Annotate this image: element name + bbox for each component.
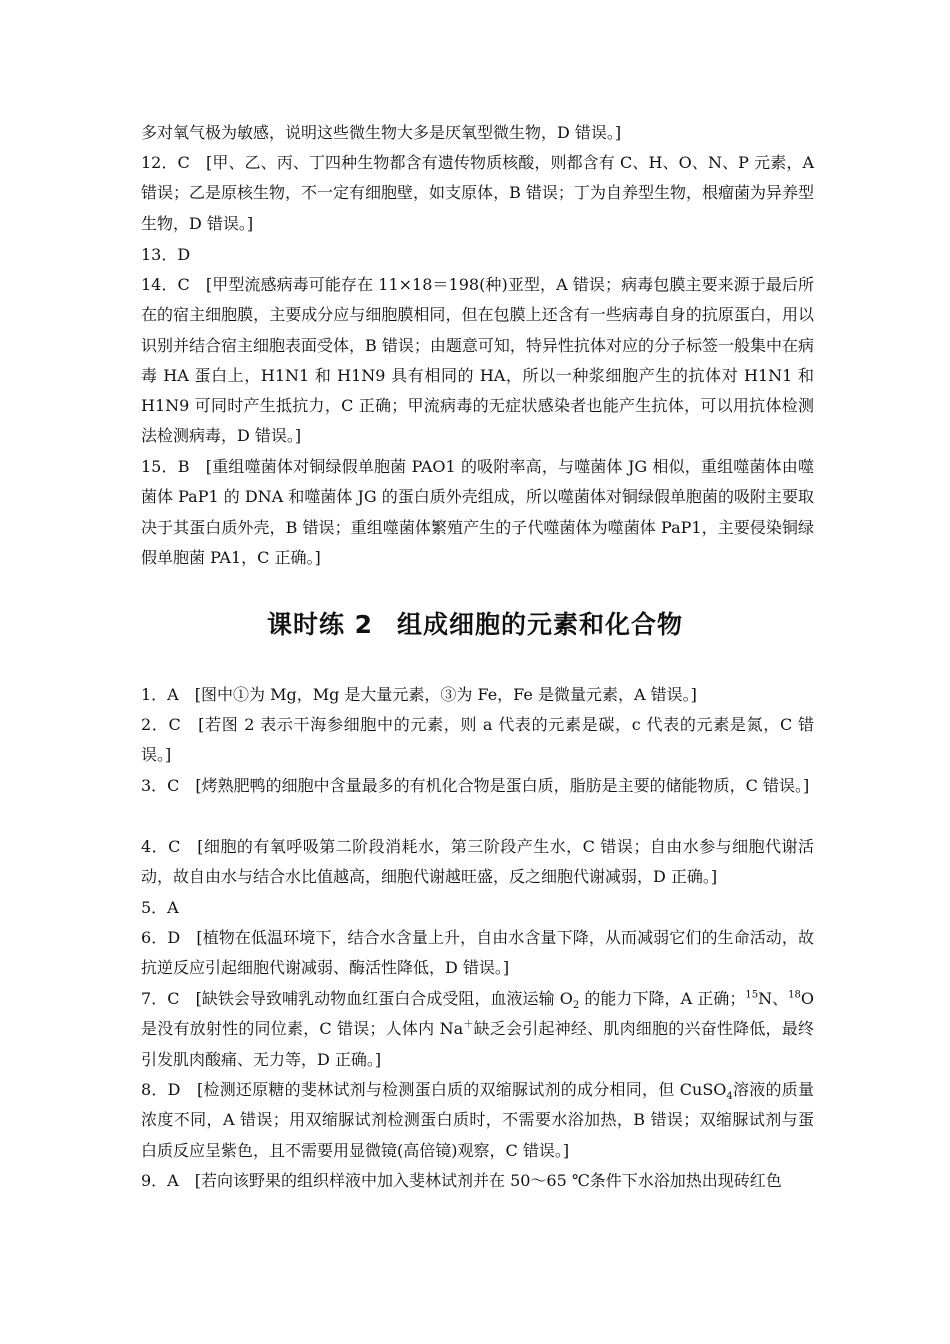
answer-13: 13．D (141, 245, 191, 264)
superscript: ＋ (463, 1019, 474, 1031)
answer-1: 1．A [图中①为 Mg，Mg 是大量元素，③为 Fe，Fe 是微量元素，A 错误。] (141, 685, 697, 704)
section-title: 组成细胞的元素和化合物 (397, 610, 684, 639)
answer-7-text: 的能力下降，A 正确； (579, 989, 746, 1008)
answer-2: 2．C [若图 2 表示干海参细胞中的元素，则 a 代表的元素是碳，c 代表的元素是氮，C 错误。] (141, 715, 814, 765)
subscript: 4 (726, 1091, 733, 1103)
section-heading (0, 607, 950, 643)
answer-4: 4．C [细胞的有氧呼吸第二阶段消耗水，第三阶段产生水，C 错误；自由水参与细胞代谢活动，故自由水与结合水比值越高，细胞代谢越旺盛，反之细胞代谢减弱，D 正确。] (141, 837, 814, 887)
superscript: 18 (788, 989, 801, 1001)
answer-12: 12．C [甲、乙、丙、丁四种生物都含有遗传物质核酸，则都含有 C、H、O、N、P 元素，A 错误；乙是原核生物，不一定有细胞壁，如支原体，B 错误；丁为自养型生物，根瘤菌为异养型生物，D 错误。] (141, 153, 814, 233)
answer-14: 14．C [甲型流感病毒可能存在 11×18＝198(种)亚型，A 错误；病毒包膜主要来源于最后所在的宿主细胞膜，主要成分应与细胞膜相同，但在包膜上还含有一些病毒自身的抗原蛋白，用以识别并结合宿主细胞表面受体，B 错误；由题意可知，特异性抗体对应的分子标签一般集中在病毒 HA 蛋白上，H1N1 和 H1N9 具有相同的 HA，所以一种浆细胞产生的抗体对 H1N1 和 H1N9 可同时产生抵抗力，C 正确；甲流病毒的无症状感染者也能产生抗体，可以用抗体检测法检测病毒，D 错误。] (141, 275, 814, 446)
answer-9: 9．A [若向该野果的组织样液中加入斐林试剂并在 50～65 ℃条件下水浴加热出现砖红色 (141, 1171, 782, 1190)
answer-8-text: 8．D [检测还原糖的斐林试剂与检测蛋白质的双缩脲试剂的成分相同，但 CuSO (141, 1080, 727, 1099)
answer-5: 5．A (141, 898, 179, 917)
answer-7 (141, 984, 814, 1075)
answer-7-text: 7．C [缺铁会导致哺乳动物血红蛋白合成受阻，血液运输 O (141, 989, 573, 1008)
answer-7-text: O 是没有放射性的同位素，C 错误；人体内 Na (141, 989, 814, 1039)
superscript: 15 (745, 989, 759, 1001)
answer-7-text: N、 (758, 989, 789, 1008)
answer-8 (141, 1075, 814, 1166)
answer-7-text: 缺乏会引起神经、肌肉细胞的兴奋性降低，最终引发肌肉酸痛、无力等，D 正确。] (141, 1019, 814, 1069)
section-number: 课时练 2 (266, 610, 374, 639)
subscript: 2 (572, 1000, 580, 1012)
answer-6: 6．D [植物在低温环境下，结合水含量上升，自由水含量下降，从而减弱它们的生命活动，故抗逆反应引起细胞代谢减弱、酶活性降低，D 错误。] (141, 928, 814, 978)
answer-continuation: 多对氧气极为敏感，说明这些微生物大多是厌氧型微生物，D 错误。] (141, 123, 622, 142)
answer-8-text: 溶液的质量浓度不同，A 错误；用双缩脲试剂检测蛋白质时，不需要水浴加热，B 错误；双缩脲试剂与蛋白质反应呈紫色，且不需要用显微镜(高倍镜)观察，C 错误。] (141, 1080, 814, 1160)
answer-15: 15．B [重组噬菌体对铜绿假单胞菌 PAO1 的吸附率高，与噬菌体 JG 相似，重组噬菌体由噬菌体 PaP1 的 DNA 和噬菌体 JG 的蛋白质外壳组成，所以噬菌体对铜绿假单胞菌的吸附主要取决于其蛋白质外壳，B 错误；重组噬菌体繁殖产生的子代噬菌体为噬菌体 PaP1，主要侵染铜绿假单胞菌 PA1，C 正确。] (141, 457, 814, 567)
answer-3: 3．C [烤熟肥鸭的细胞中含量最多的有机化合物是蛋白质，脂肪是主要的储能物质，C 错误。] (141, 776, 810, 795)
